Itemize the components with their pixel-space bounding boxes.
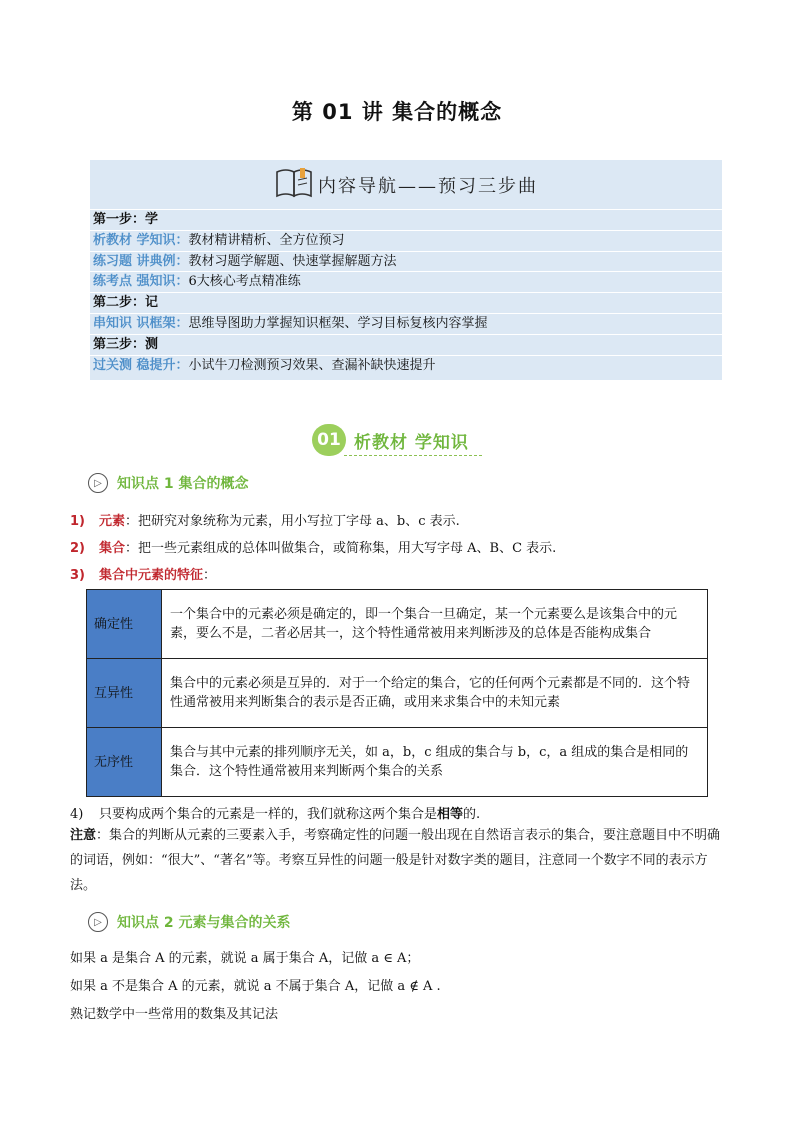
knowledge-point-title: 知识点 1 集合的概念 [117,476,249,492]
nav-value: 教材精讲精析、全方位预习 [188,232,345,248]
table-row [87,659,708,728]
nav-value: 思维导图助力掌握知识框架、学习目标复核内容掌握 [188,315,488,331]
nav-row [90,252,722,273]
item-number: 2) [70,541,85,556]
table-row [87,728,708,797]
feature-description: 一个集合中的元素必须是确定的，即一个集合一旦确定，某一个元素要么是该集合中的元素，要么不是，二者必居其一，这个特性通常被用来判断涉及的总体是否能构成集合 [162,590,708,659]
nav-value: 6大核心考点精准练 [188,274,301,290]
nav-header-text: 内容导航——预习三步曲 [318,175,538,197]
item-number: 3) [70,568,85,583]
section-number-badge: 01 [312,424,346,456]
nav-step-label: 第三步：测 [93,336,159,352]
nav-header [90,160,722,210]
nav-step-label: 第一步：学 [93,212,159,227]
page-title: 第 01 讲 集合的概念 [291,100,503,124]
chevron-circle-icon: ▷ [88,912,108,932]
item-term: 元素 [99,514,126,529]
knowledge-point-title: 知识点 2 元素与集合的关系 [117,915,291,931]
nav-row [90,356,722,377]
section-title: 析教材 学知识 [354,432,469,453]
note-label: 注意 [70,828,97,843]
table-row [87,590,708,659]
list-item-features [70,564,216,583]
list-item-equal-sets [70,803,480,822]
text-line: 如果 a 不是集合 A 的元素，就说 a 不属于集合 A，记做 a ∉ A . [70,979,441,994]
item-number: 4) [70,807,84,822]
feature-name: 互异性 [87,659,162,728]
item-number: 1) [70,514,85,529]
nav-row [90,272,722,293]
item-emphasis: 相等 [437,807,464,822]
book-icon [274,166,314,204]
item-text: ：把研究对象统称为元素，用小写拉丁字母 a、b、c 表示. [125,514,460,529]
text-line: 如果 a 是集合 A 的元素，就说 a 属于集合 A，记做 a ∈ A； [70,951,420,966]
list-item-element [70,510,460,529]
content-nav-box [90,160,722,380]
item-term: 集合 [99,541,126,556]
feature-name: 确定性 [87,590,162,659]
item-text: ： [203,568,217,583]
nav-row-step1 [90,210,722,231]
text-line: 熟记数学中一些常用的数集及其记法 [70,1007,279,1022]
section-divider [344,455,482,456]
feature-description: 集合与其中元素的排列顺序无关，如 a，b，c 组成的集合与 b，c，a 组成的集合是相同的集合．这个特性通常被用来判断两个集合的关系 [162,728,708,797]
knowledge-point-1-heading [88,473,249,493]
nav-row [90,314,722,335]
list-item-set [70,537,556,556]
knowledge-point-2-heading [88,912,291,932]
nav-value: 教材习题学解题、快速掌握解题方法 [188,253,397,269]
nav-row-step3 [90,335,722,356]
section-heading [312,424,469,456]
item-text-end: 的. [463,807,481,822]
nav-key: 过关测 稳提升： [93,357,189,373]
chevron-circle-icon: ▷ [88,473,108,493]
item-text: ：把一些元素组成的总体叫做集合，或简称集，用大写字母 A、B、C 表示. [125,541,557,556]
nav-value: 小试牛刀检测预习效果、查漏补缺快速提升 [188,357,436,373]
feature-name: 无序性 [87,728,162,797]
features-table [86,589,708,797]
nav-row-step2 [90,293,722,314]
note-paragraph [70,823,722,898]
nav-key: 析教材 学知识： [93,232,189,248]
nav-step-label: 第二步：记 [93,295,159,311]
item-term: 集合中元素的特征 [99,568,204,583]
nav-row [90,231,722,252]
nav-key: 练考点 强知识： [93,274,189,290]
nav-key: 串知识 识框架： [93,315,189,331]
note-text: ：集合的判断从元素的三要素入手，考察确定性的问题一般出现在自然语言表示的集合，要注意题目中不明确的词语，例如：“很大”、“著名”等。考察互异性的问题一般是针对数字类的题目，注意同一个数字不同的表示方法。 [70,828,721,893]
nav-key: 练习题 讲典例： [93,253,189,269]
item-text: 只要构成两个集合的元素是一样的，我们就称这两个集合是 [99,807,438,822]
feature-description: 集合中的元素必须是互异的．对于一个给定的集合，它的任何两个元素都是不同的．这个特性通常被用来判断集合的表示是否正确，或用来求集合中的未知元素 [162,659,708,728]
